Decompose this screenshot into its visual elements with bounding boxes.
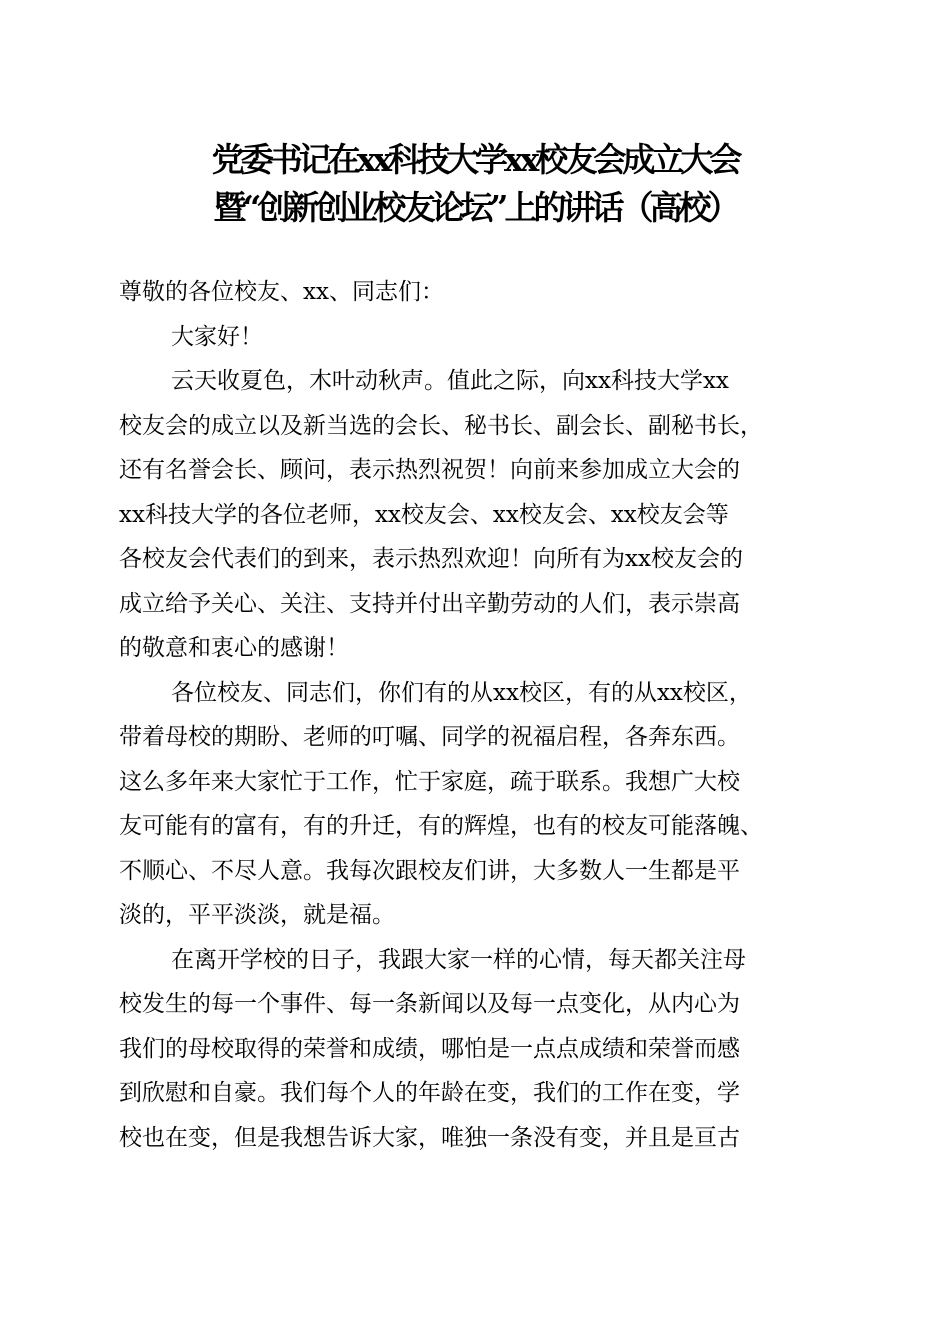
- body-text-line: 友可能有的富有，有的升迁，有的辉煌，也有的校友可能落魄、: [119, 813, 763, 839]
- body-text-line: 淡的，平平淡淡，就是福。: [119, 902, 395, 928]
- body-text-line: xx科技大学的各位老师，xx校友会、xx校友会、xx校友会等: [119, 501, 729, 528]
- body-text-line: 在离开学校的日子，我跟大家一样的心情，每天都关注母: [171, 946, 746, 973]
- document-title: [100, 136, 850, 232]
- body-text-line: 这么多年来大家忙于工作，忙于家庭，疏于联系。我想广大校: [119, 768, 740, 795]
- body-text-line: 各校友会代表们的到来，表示热烈欢迎！向所有为xx校友会的: [119, 546, 743, 572]
- body-text-line: 云天收夏色，木叶动秋声。值此之际，向xx科技大学xx: [171, 368, 729, 394]
- body-text-line: 还有名誉会长、顾问，表示热烈祝贺！向前来参加成立大会的: [119, 457, 740, 483]
- body-text-line: 各位校友、同志们，你们有的从xx校区，有的从xx校区，: [171, 679, 752, 706]
- document-body: [119, 270, 829, 1160]
- body-text-line: 校也在变，但是我想告诉大家，唯独一条没有变，并且是亘古: [119, 1124, 740, 1151]
- body-text-line: 尊敬的各位校友、xx、同志们：: [119, 279, 444, 305]
- body-text-line: 不顺心、不尽人意。我每次跟校友们讲，大多数人一生都是平: [119, 857, 740, 884]
- body-text-line: 成立给予关心、关注、支持并付出辛勤劳动的人们，表示崇高: [119, 590, 740, 617]
- body-text-line: 大家好！: [171, 323, 263, 350]
- body-text-line: 校发生的每一个事件、每一条新闻以及每一点变化，从内心为: [119, 991, 740, 1017]
- body-text-line: 到欣慰和自豪。我们每个人的年龄在变，我们的工作在变，学: [119, 1080, 740, 1106]
- body-text-line: 校友会的成立以及新当选的会长、秘书长、副会长、副秘书长，: [119, 412, 763, 439]
- title-line-2: 暨“创新创业校友论坛”上的讲话（高校）: [213, 188, 737, 227]
- title-line-1: 党委书记在xx科技大学xx校友会成立大会: [211, 140, 739, 179]
- body-text-line: 的敬意和衷心的感谢！: [119, 635, 349, 661]
- body-text-line: 带着母校的期盼、老师的叮嘱、同学的祝福启程，各奔东西。: [119, 724, 740, 750]
- body-text-line: 我们的母校取得的荣誉和成绩，哪怕是一点点成绩和荣誉而感: [119, 1035, 740, 1062]
